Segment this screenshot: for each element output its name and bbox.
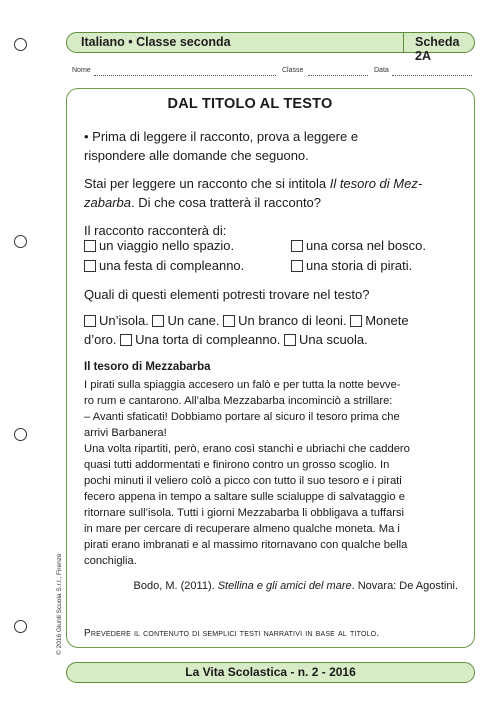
header-bar (66, 32, 475, 63)
option-school: Una scuola. (299, 332, 368, 347)
subject-label: Italiano • Classe seconda (81, 35, 231, 49)
story-title-ref: Il tesoro di Mez- (329, 176, 423, 191)
option-lions: Un branco di leoni. (238, 313, 347, 328)
checkbox[interactable] (291, 260, 303, 272)
story-line: fecero appena in tempo a saltare sulle scialuppe di salvataggio e (84, 491, 405, 503)
checkbox[interactable] (84, 240, 96, 252)
checkbox-island[interactable] (84, 315, 96, 327)
option-forest-race[interactable] (291, 238, 426, 253)
class-label: Classe (282, 67, 304, 74)
story-line: conchiglia. (84, 555, 137, 567)
story-line: ro rum e cantarono. All’alba Mezzabarba incominciò a strillare: (84, 395, 393, 407)
checkbox[interactable] (84, 260, 96, 272)
option-birthday-party[interactable] (84, 258, 244, 273)
intro-line: • Prima di leggere il racconto, prova a leggere e (84, 129, 359, 144)
intro-line: rispondere alle domande che seguono. (84, 148, 309, 163)
learning-goal: Prevedere il contenuto di semplici testi narrativi in base al titolo. (84, 628, 380, 639)
checkbox-cake[interactable] (120, 334, 132, 346)
story-title-ref: zabarba (84, 195, 131, 210)
story-line: quasi tutti addormentati e finirono contro un grosso scoglio. In (84, 459, 390, 471)
binder-hole (14, 428, 27, 441)
footer-bar (66, 662, 475, 683)
story-line: Una volta ripartiti, però, erano così stanchi e ubriachi che caddero (84, 443, 410, 455)
option-coins-cont: d’oro. (84, 332, 117, 347)
checkbox-lions[interactable] (223, 315, 235, 327)
option-label: una storia di pirati. (306, 258, 413, 273)
option-cake: Una torta di compleanno. (135, 332, 281, 347)
name-label: Nome (72, 67, 91, 74)
question-1-lead: Il racconto racconterà di: (84, 223, 227, 238)
story-line: ritornare sull’isola. Tutti i giorni Mezzabarba li obbligava a tuffarsi (84, 507, 405, 519)
checkbox-dog[interactable] (152, 315, 164, 327)
binder-hole (14, 620, 27, 633)
option-space-trip[interactable] (84, 238, 234, 253)
option-pirate-story[interactable] (291, 258, 412, 273)
checkbox[interactable] (291, 240, 303, 252)
date-label: Data (374, 67, 389, 74)
worksheet-title: DAL TITOLO AL TESTO (167, 96, 333, 112)
question-2: Quali di questi elementi potresti trovare nel testo? (84, 287, 370, 302)
citation-publisher: . Novara: De Agostini. (351, 580, 458, 592)
citation-book: Stellina e gli amici del mare (217, 580, 352, 592)
binder-hole (14, 38, 27, 51)
checkbox-school[interactable] (284, 334, 296, 346)
binder-hole (14, 235, 27, 248)
date-field[interactable] (392, 75, 472, 76)
option-label: una corsa nel bosco. (306, 238, 426, 253)
citation-author: Bodo, M. (2011). (133, 580, 218, 592)
name-field[interactable] (94, 75, 276, 76)
checkbox-coins[interactable] (350, 315, 362, 327)
option-coins: Monete (365, 313, 409, 328)
option-label: un viaggio nello spazio. (99, 238, 235, 253)
sheet-label: Scheda 2A (415, 35, 460, 63)
question-text: Stai per leggere un racconto che si intitola (84, 176, 330, 191)
question-text: . Di che cosa tratterà il racconto? (130, 195, 322, 210)
header-divider (403, 33, 404, 52)
source-citation (134, 580, 458, 592)
option-label: una festa di compleanno. (99, 258, 245, 273)
story-line: arrivi Barbanera! (84, 427, 167, 439)
story-heading: Il tesoro di Mezzabarba (84, 361, 211, 373)
footer-label: La Vita Scolastica - n. 2 - 2016 (185, 665, 356, 679)
story-line: pochi minuti il veliero colò a picco con tutto il suo tesoro e i pirati (84, 475, 402, 487)
option-island: Un’isola. (99, 313, 149, 328)
question-1-line (84, 174, 464, 193)
story-line: in mare per cercare di recuperare almeno qualche moneta. Ma i (84, 523, 400, 535)
story-line: – Avanti sfaticati! Dobbiamo portare al sicuro il tesoro prima che (84, 411, 400, 423)
story-line: I pirati sulla spiaggia accesero un falò e per tutta la notte bevve- (84, 379, 401, 391)
question-1-line (84, 193, 464, 212)
copyright-note: © 2016 Giunti Scuola S.r.l., Firenze (56, 553, 63, 655)
student-fields (72, 67, 472, 79)
option-dog: Un cane. (167, 313, 220, 328)
elements-options-row-1 (84, 313, 409, 328)
elements-options-row-2 (84, 332, 368, 347)
class-field[interactable] (308, 75, 368, 76)
story-line: pirati erano imbranati e al massimo ritornavano con qualche bella (84, 539, 408, 551)
